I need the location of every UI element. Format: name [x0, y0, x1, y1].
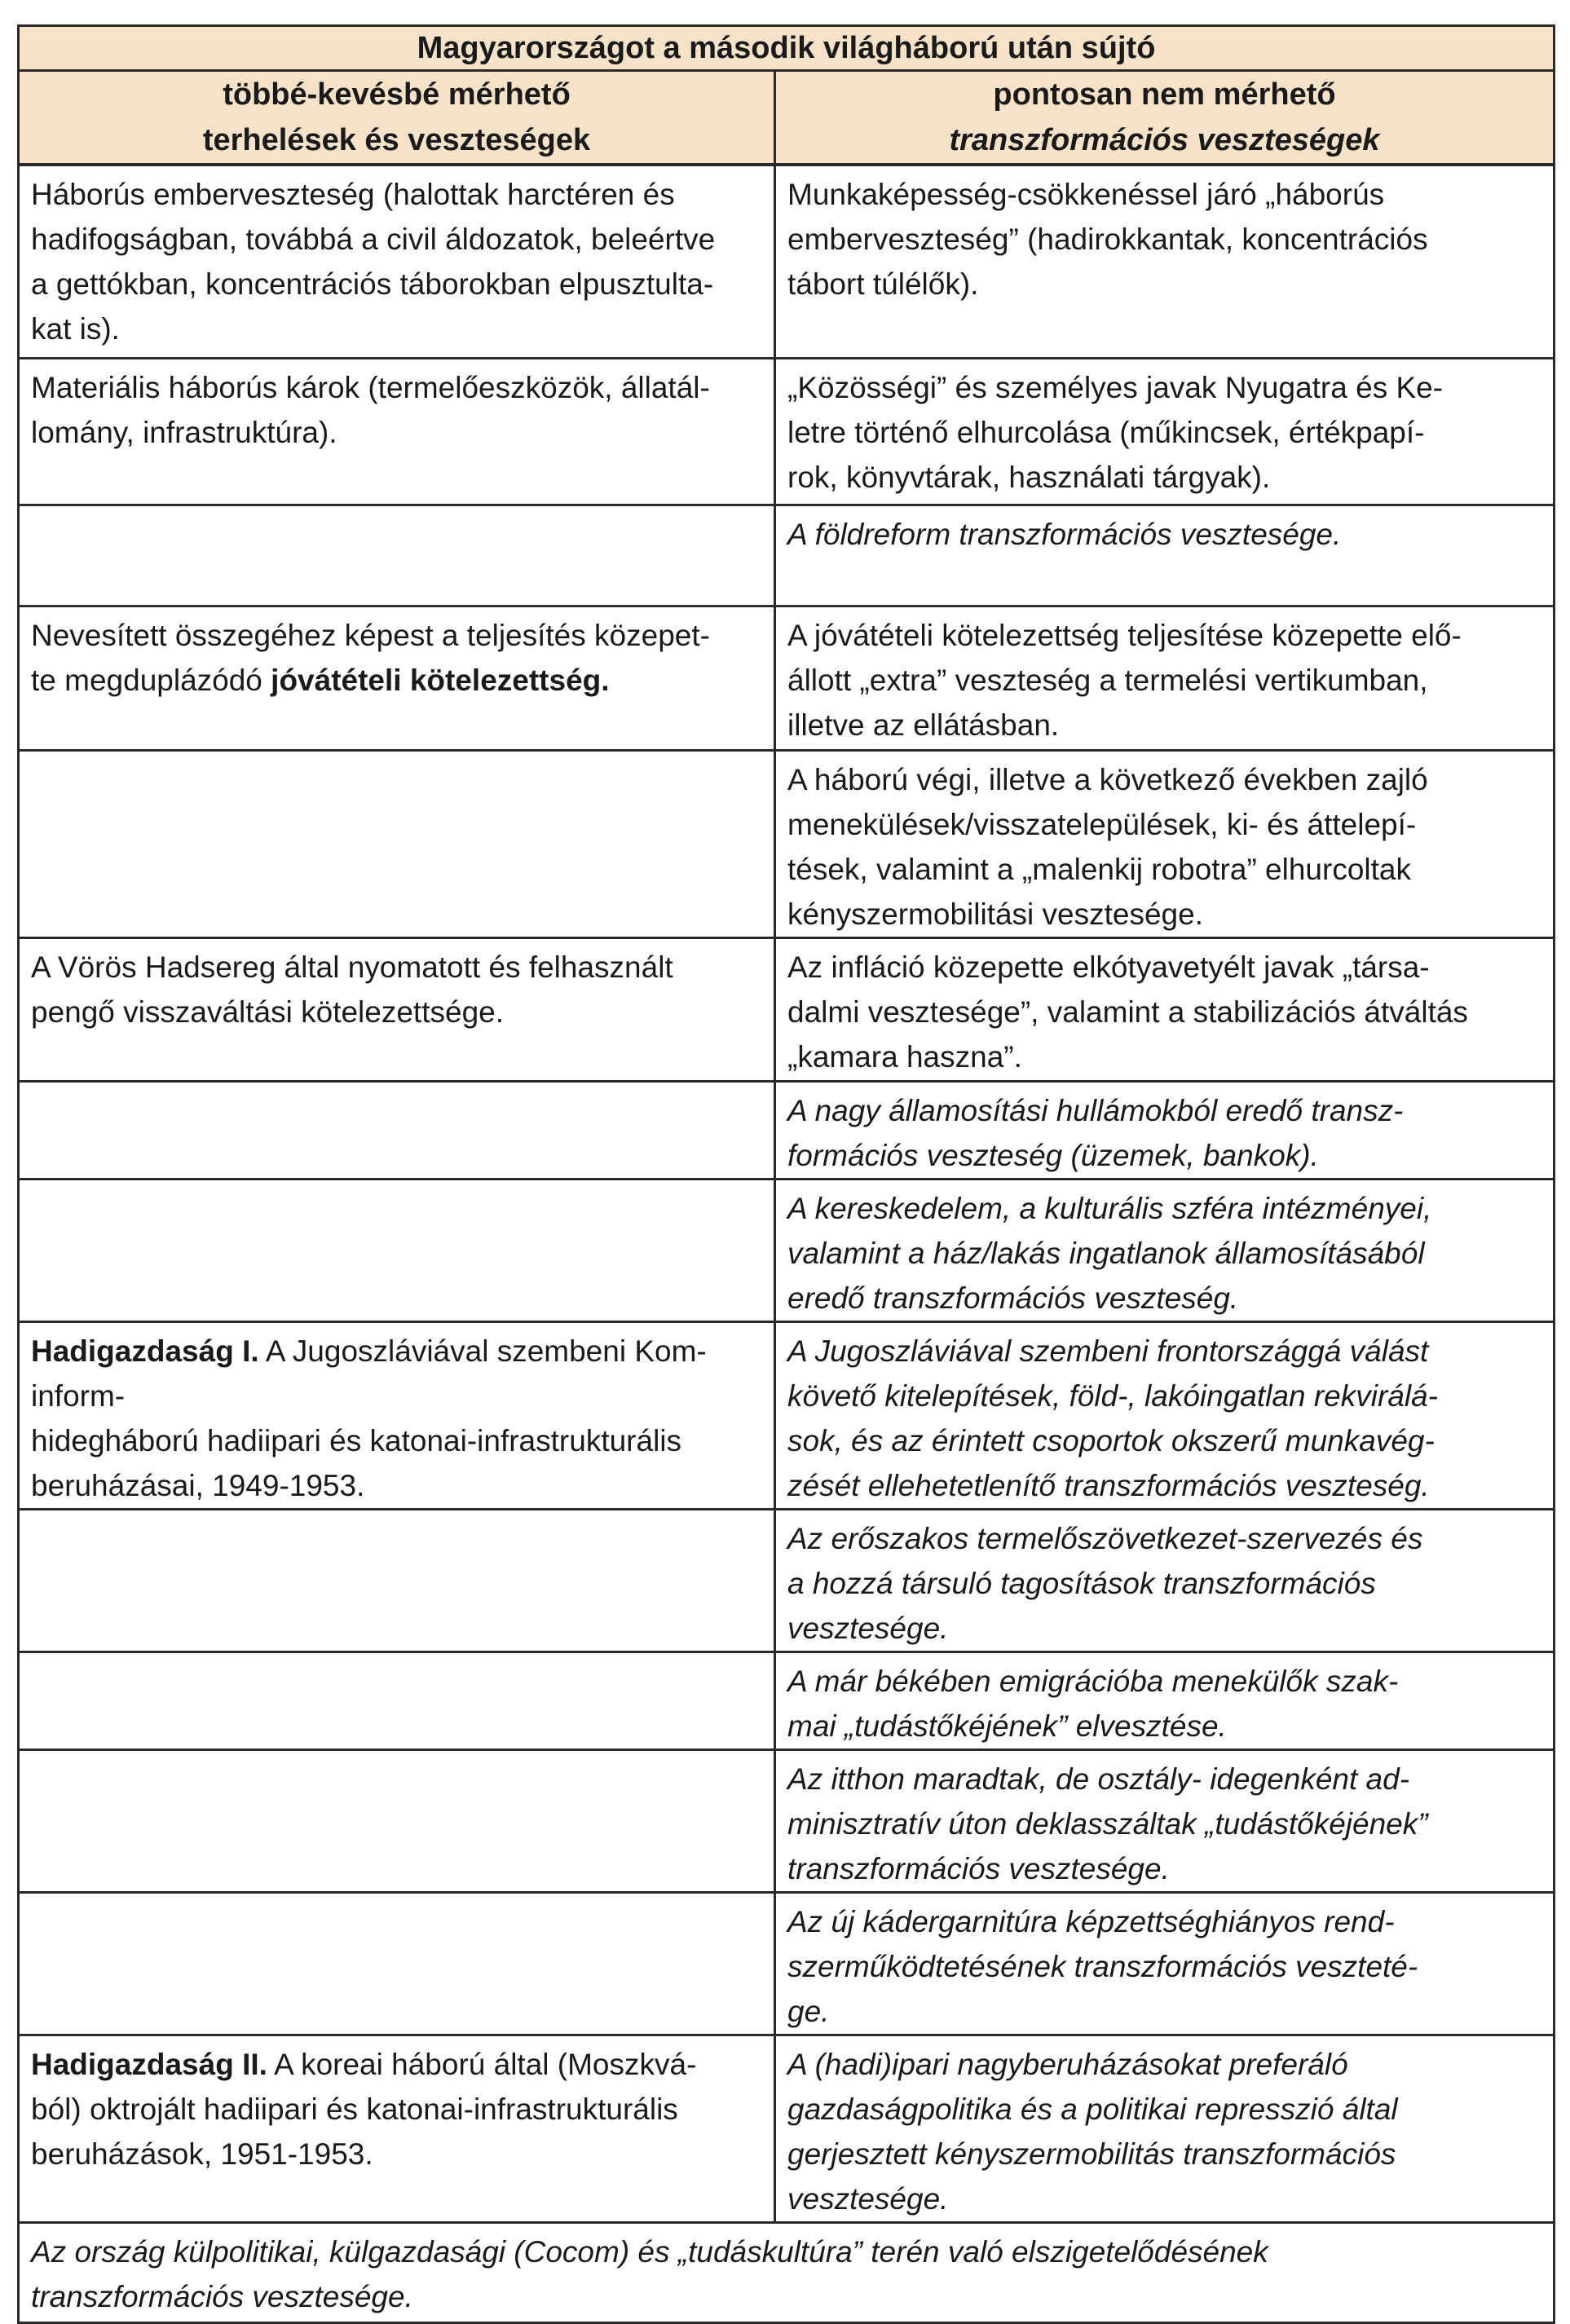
cell-line: Munkaképesség-csökkenéssel járó „háborús	[787, 178, 1385, 211]
cell-text: A koreai háború által (Moszkvá-	[267, 2047, 697, 2081]
cell-line: ge.	[787, 1994, 830, 2028]
table-row	[19, 750, 1555, 937]
right-cell	[775, 2035, 1555, 2222]
cell-line: gazdaságpolitika és a politikai represszió által	[787, 2092, 1398, 2126]
right-cell	[775, 937, 1555, 1081]
table-row	[19, 1892, 1555, 2035]
right-header-line: pontosan nem mérhető	[993, 77, 1336, 112]
cell-line: Az infláció közepette elkótyavetyélt javak „társa-	[787, 950, 1430, 984]
right-cell	[775, 1321, 1555, 1509]
cell-line: eredő transzformációs veszteség.	[787, 1281, 1239, 1315]
table-row	[19, 606, 1555, 750]
left-cell-empty	[19, 1179, 775, 1321]
cell-line: letre történő elhurcolása (műkincsek, értékpapí-	[787, 415, 1425, 449]
cell-line: A már békében emigrációba menekülők szak-	[787, 1664, 1399, 1698]
cell-line: dalmi vesztesége”, valamint a stabilizációs átváltás	[787, 994, 1468, 1029]
cell-line: A jóvátételi kötelezettség teljesítése közepette elő-	[787, 618, 1462, 652]
cell-line: valamint a ház/lakás ingatlanok államosításából	[787, 1236, 1425, 1270]
cell-line: kényszermobilitási vesztesége.	[787, 897, 1203, 931]
cell-line: állott „extra” veszteség a termelési vertikumban,	[787, 663, 1428, 697]
cell-text: te megduplázódó	[31, 663, 271, 697]
cell-line	[31, 658, 762, 703]
cell-line	[31, 2042, 762, 2087]
cell-text: A Jugoszláviával szembeni Kom-	[258, 1334, 707, 1368]
left-cell	[19, 2035, 775, 2222]
cell-line: tábort túlélők).	[787, 267, 979, 301]
table-row	[19, 165, 1555, 358]
cell-line: transzformációs vesztesége.	[31, 2279, 413, 2313]
cell-line: A nagy államosítási hullámokból eredő transz-	[787, 1093, 1404, 1127]
table-row	[19, 505, 1555, 606]
column-header-row	[19, 71, 1555, 165]
cell-line: Háborús emberveszteség (halottak harctéren és	[31, 178, 675, 211]
cell-line: ból) oktrojált hadiipari és katonai-infrastrukturális	[31, 2092, 678, 2126]
cell-line: transzformációs vesztesége.	[787, 1851, 1170, 1885]
bold-term: jóvátételi kötelezettség.	[271, 663, 610, 697]
cell-line: beruházások, 1951-1953.	[31, 2137, 373, 2171]
table-row	[19, 937, 1555, 1081]
cell-line: inform-	[31, 1378, 126, 1413]
left-cell-empty	[19, 1892, 775, 2035]
left-cell-empty	[19, 1081, 775, 1179]
bold-term: Hadigazdaság II.	[31, 2047, 267, 2081]
losses-table	[17, 24, 1555, 2324]
right-cell	[775, 750, 1555, 937]
cell-line: A kereskedelem, a kulturális szféra intézményei,	[787, 1191, 1432, 1225]
right-cell	[775, 1509, 1555, 1651]
right-cell	[775, 1081, 1555, 1179]
table-row	[19, 2035, 1555, 2222]
right-cell	[775, 1892, 1555, 2035]
table-row	[19, 1509, 1555, 1651]
left-cell-empty	[19, 1509, 775, 1651]
table-row	[19, 358, 1555, 505]
cell-line: Materiális háborús károk (termelőeszközök, állatál-	[31, 370, 710, 404]
right-cell	[775, 606, 1555, 750]
cell-line: illetve az ellátásban.	[787, 708, 1060, 742]
cell-line: menekülések/visszatelepülések, ki- és áttelepí-	[787, 807, 1417, 841]
right-cell	[775, 1651, 1555, 1749]
cell-line: „kamara haszna”.	[787, 1039, 1022, 1074]
left-cell	[19, 165, 775, 358]
cell-line: Az itthon maradtak, de osztály- idegenként ad-	[787, 1762, 1410, 1796]
bold-term: Hadigazdaság I.	[31, 1334, 259, 1368]
cell-line: Nevesített összegéhez képest a teljesítés közepet-	[31, 618, 710, 652]
cell-line: lomány, infrastruktúra).	[31, 415, 337, 449]
cell-line: hidegháború hadiipari és katonai-infrastrukturális	[31, 1423, 682, 1457]
table-footer-row	[19, 2222, 1555, 2322]
left-cell	[19, 1321, 775, 1509]
left-cell	[19, 937, 775, 1081]
cell-line: minisztratív úton deklasszáltak „tudástőkéjének”	[787, 1806, 1428, 1841]
left-cell	[19, 606, 775, 750]
cell-line: tések, valamint a „malenkij robotra” elhurcoltak	[787, 852, 1411, 886]
cell-line: a hozzá társuló tagosítások transzformációs	[787, 1566, 1376, 1600]
right-header-line: transzformációs veszteségek	[949, 123, 1380, 157]
left-cell-empty	[19, 750, 775, 937]
cell-line: A Jugoszláviával szembeni frontországgá válást	[787, 1334, 1429, 1368]
right-cell	[775, 358, 1555, 505]
cell-line: mai „tudástőkéjének” elvesztése.	[787, 1709, 1227, 1743]
table-title: Magyarországot a második világháború után sújtó	[19, 26, 1555, 71]
left-cell	[19, 358, 775, 505]
cell-line: pengő visszaváltási kötelezettsége.	[31, 994, 505, 1029]
cell-line: beruházásai, 1949-1953.	[31, 1468, 365, 1502]
cell-line: A háború végi, illetve a következő években zajló	[787, 762, 1428, 796]
footer-cell	[19, 2222, 1555, 2322]
cell-line: sok, és az érintett csoportok okszerű munkavég-	[787, 1423, 1435, 1457]
right-cell	[775, 1179, 1555, 1321]
cell-line: vesztesége.	[787, 1611, 949, 1645]
cell-line: hadifogságban, továbbá a civil áldozatok, beleértve	[31, 223, 716, 256]
table-row	[19, 1651, 1555, 1749]
cell-line: szerműködtetésének transzformációs veszteté-	[787, 1949, 1418, 1983]
right-column-header	[775, 71, 1555, 165]
cell-line: a gettókban, koncentrációs táborokban elpusztulta-	[31, 267, 714, 301]
left-cell-empty	[19, 1651, 775, 1749]
cell-line: kat is).	[31, 312, 120, 346]
cell-line: rok, könyvtárak, használati tárgyak).	[787, 460, 1271, 494]
table-row	[19, 1749, 1555, 1892]
cell-line: A (hadi)ipari nagyberuházásokat preferáló	[787, 2047, 1348, 2081]
cell-line: „Közösségi” és személyes javak Nyugatra és Ke-	[787, 370, 1444, 404]
cell-line: gerjesztett kényszermobilitás transzformációs	[787, 2137, 1396, 2171]
table-row	[19, 1321, 1555, 1509]
left-cell-empty	[19, 1749, 775, 1892]
right-cell	[775, 1749, 1555, 1892]
table-title-row	[19, 26, 1555, 71]
right-cell	[775, 165, 1555, 358]
cell-line	[31, 1329, 762, 1374]
cell-line: Az új kádergarnitúra képzettséghiányos rend-	[787, 1904, 1395, 1938]
cell-line: Az erőszakos termelőszövetkezet-szervezés és	[787, 1521, 1423, 1555]
cell-line: zését ellehetetlenítő transzformációs veszteség.	[787, 1468, 1430, 1502]
cell-line: követő kitelepítések, föld-, lakóingatlan rekvirálá-	[787, 1378, 1438, 1413]
cell-line: emberveszteség” (hadirokkantak, koncentrációs	[787, 223, 1428, 256]
right-cell	[775, 505, 1555, 606]
left-column-header	[19, 71, 775, 165]
table-row	[19, 1179, 1555, 1321]
cell-line: vesztesége.	[787, 2181, 949, 2216]
left-header-line: terhelések és veszteségek	[202, 123, 591, 157]
left-cell-empty	[19, 505, 775, 606]
cell-line: formációs veszteség (üzemek, bankok).	[787, 1138, 1319, 1172]
table-row	[19, 1081, 1555, 1179]
cell-line: A Vörös Hadsereg által nyomatott és felhasznált	[31, 950, 673, 984]
left-header-line: többé-kevésbé mérhető	[223, 77, 571, 112]
cell-line: A földreform transzformációs vesztesége.	[787, 517, 1342, 551]
cell-line: Az ország külpolitikai, külgazdasági (Cocom) és „tudáskultúra” terén való elszigetelődésének	[31, 2234, 1268, 2269]
